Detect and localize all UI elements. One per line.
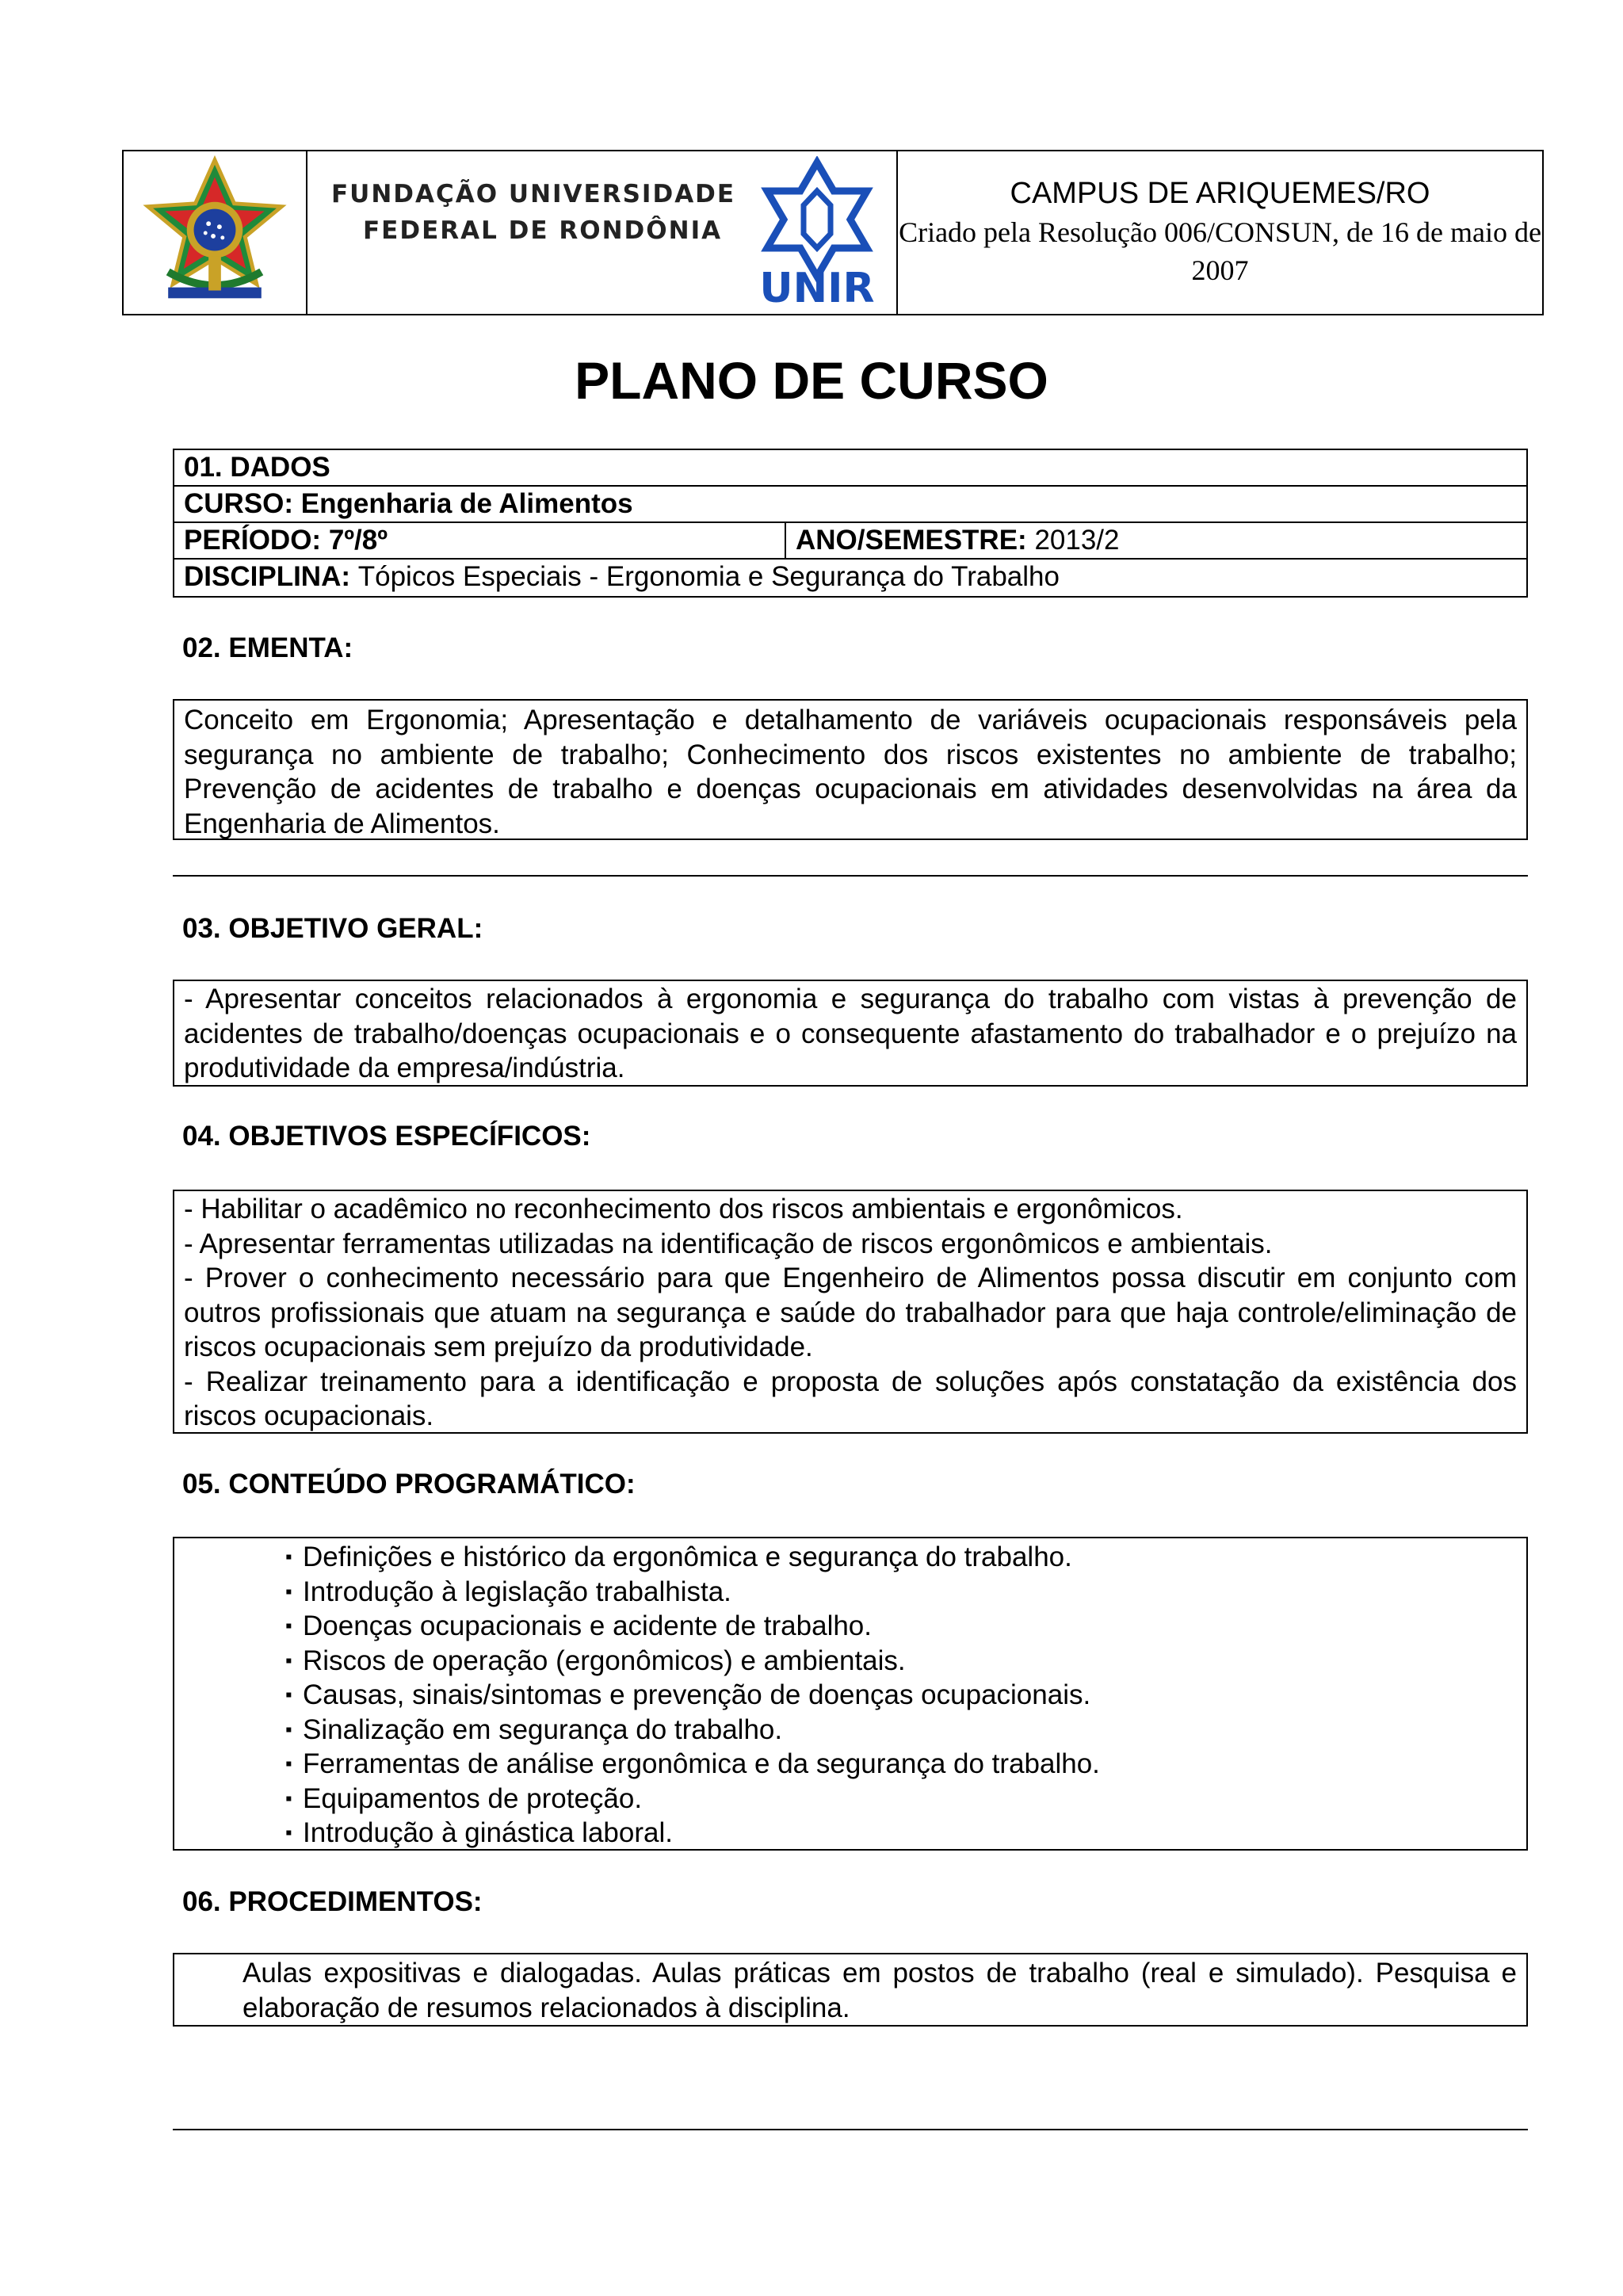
curso-label: CURSO:: [184, 488, 294, 519]
procedimentos-box: [173, 1953, 1528, 2027]
objetivo-especifico-item: - Realizar treinamento para a identificação e proposta de soluções após constatação da existência dos riscos ocupacionais.: [184, 1366, 1517, 1431]
objetivo-especifico-item: - Prover o conhecimento necessário para que Engenheiro de Alimentos possa discutir em conjunto com outros profissionais que atuam na segurança e saúde do trabalhador para que haja controle/eliminação de riscos ocupacionais sem prejuízo da produtividade.: [184, 1263, 1517, 1362]
campus-title: CAMPUS DE ARIQUEMES/RO: [1010, 177, 1430, 210]
objetivos-especificos-box: [173, 1190, 1528, 1434]
dados-heading: 01. DADOS: [184, 452, 330, 483]
curso-row: [174, 487, 1526, 523]
disciplina-label: DISCIPLINA:: [184, 561, 350, 592]
conteudo-item: ▪ Ferramentas de análise ergonômica e da segurança do trabalho.: [285, 1747, 1517, 1782]
procedimentos-heading: 06. PROCEDIMENTOS:: [182, 1886, 483, 1917]
conteudo-item: ▪ Causas, sinais/sintomas e prevenção de doenças ocupacionais.: [285, 1678, 1517, 1713]
conteudo-box: [173, 1537, 1528, 1851]
objetivo-geral-heading: 03. OBJETIVO GERAL:: [182, 913, 483, 944]
periodo-label: PERÍODO:: [184, 525, 322, 556]
conteudo-heading: 05. CONTEÚDO PROGRAMÁTICO:: [182, 1469, 636, 1499]
objetivo-geral-text: - Apresentar conceitos relacionados à ergonomia e segurança do trabalho com vistas à prevenção de acidentes de trabalho/doenças ocupacionais e o consequente afastamento do trabalhador e o prejuízo na produtividade da empresa/indústria.: [184, 984, 1517, 1083]
university-name-line1: FUNDAÇÃO UNIVERSIDADE: [331, 180, 736, 208]
page-title: PLANO DE CURSO: [575, 351, 1048, 410]
conteudo-item: ▪ Riscos de operação (ergonômicos) e ambientais.: [285, 1644, 1517, 1679]
conteudo-item: ▪ Introdução à legislação trabalhista.: [285, 1575, 1517, 1610]
objetivo-especifico-item: - Habilitar o acadêmico no reconhecimento dos riscos ambientais e ergonômicos.: [184, 1194, 1183, 1224]
document-header: [122, 150, 1544, 315]
conteudo-item: ▪ Equipamentos de proteção.: [285, 1782, 1517, 1817]
ano-semestre-value: 2013/2: [1034, 525, 1120, 556]
unir-logo-text: UNIR: [759, 265, 875, 307]
periodo-cell: [174, 523, 786, 558]
objetivo-especifico-item: - Apresentar ferramentas utilizadas na identificação de riscos ergonômicos e ambientais.: [184, 1228, 1273, 1259]
procedimentos-text: Aulas expositivas e dialogadas. Aulas práticas em postos de trabalho (real e simulado). Pesquisa e elaboração de resumos relacionados à disciplina.: [242, 1958, 1517, 2023]
dados-table: [173, 449, 1528, 598]
ano-semestre-label: ANO/SEMESTRE:: [796, 525, 1027, 556]
university-cell: [307, 151, 898, 314]
coat-of-arms-cell: [124, 151, 307, 314]
conteudo-item: ▪ Sinalização em segurança do trabalho.: [285, 1713, 1517, 1748]
periodo-row: [174, 523, 1526, 560]
unir-logo-icon: [758, 156, 876, 307]
ementa-heading: 02. EMENTA:: [182, 632, 353, 663]
conteudo-item: ▪ Doenças ocupacionais e acidente de trabalho.: [285, 1609, 1517, 1644]
dados-heading-row: [174, 450, 1526, 487]
ementa-text: Conceito em Ergonomia; Apresentação e detalhamento de variáveis ocupacionais responsáveis pela segurança no ambiente de trabalho; Conhecimento dos riscos existentes no ambiente de trabalho; Prevenção de acidentes de trabalho e doenças ocupacionais em atividades desenvolvidas na área da Engenharia de Alimentos.: [184, 705, 1517, 839]
conteudo-item: ▪ Definições e histórico da ergonômica e segurança do trabalho.: [285, 1540, 1517, 1575]
objetivos-especificos-heading: 04. OBJETIVOS ESPECÍFICOS:: [182, 1121, 591, 1152]
university-name-line2: FEDERAL DE RONDÔNIA: [363, 216, 723, 245]
conteudo-list: [184, 1540, 1517, 1851]
objetivo-geral-box: [173, 980, 1528, 1087]
campus-cell: [898, 151, 1542, 314]
periodo-value: 7º/8º: [328, 525, 388, 556]
ementa-box: [173, 699, 1528, 840]
curso-value: Engenharia de Alimentos: [300, 488, 633, 519]
footer-divider: [173, 2129, 1528, 2130]
disciplina-row: [174, 560, 1526, 596]
section-divider: [173, 875, 1528, 877]
brazil-coat-of-arms-icon: [137, 155, 292, 311]
conteudo-item: ▪ Introdução à ginástica laboral.: [285, 1816, 1517, 1851]
ano-semestre-cell: [786, 523, 1120, 558]
disciplina-value: Tópicos Especiais - Ergonomia e Segurança do Trabalho: [357, 561, 1060, 592]
campus-resolution: Criado pela Resolução 006/CONSUN, de 16 de maio de 2007: [899, 216, 1541, 286]
